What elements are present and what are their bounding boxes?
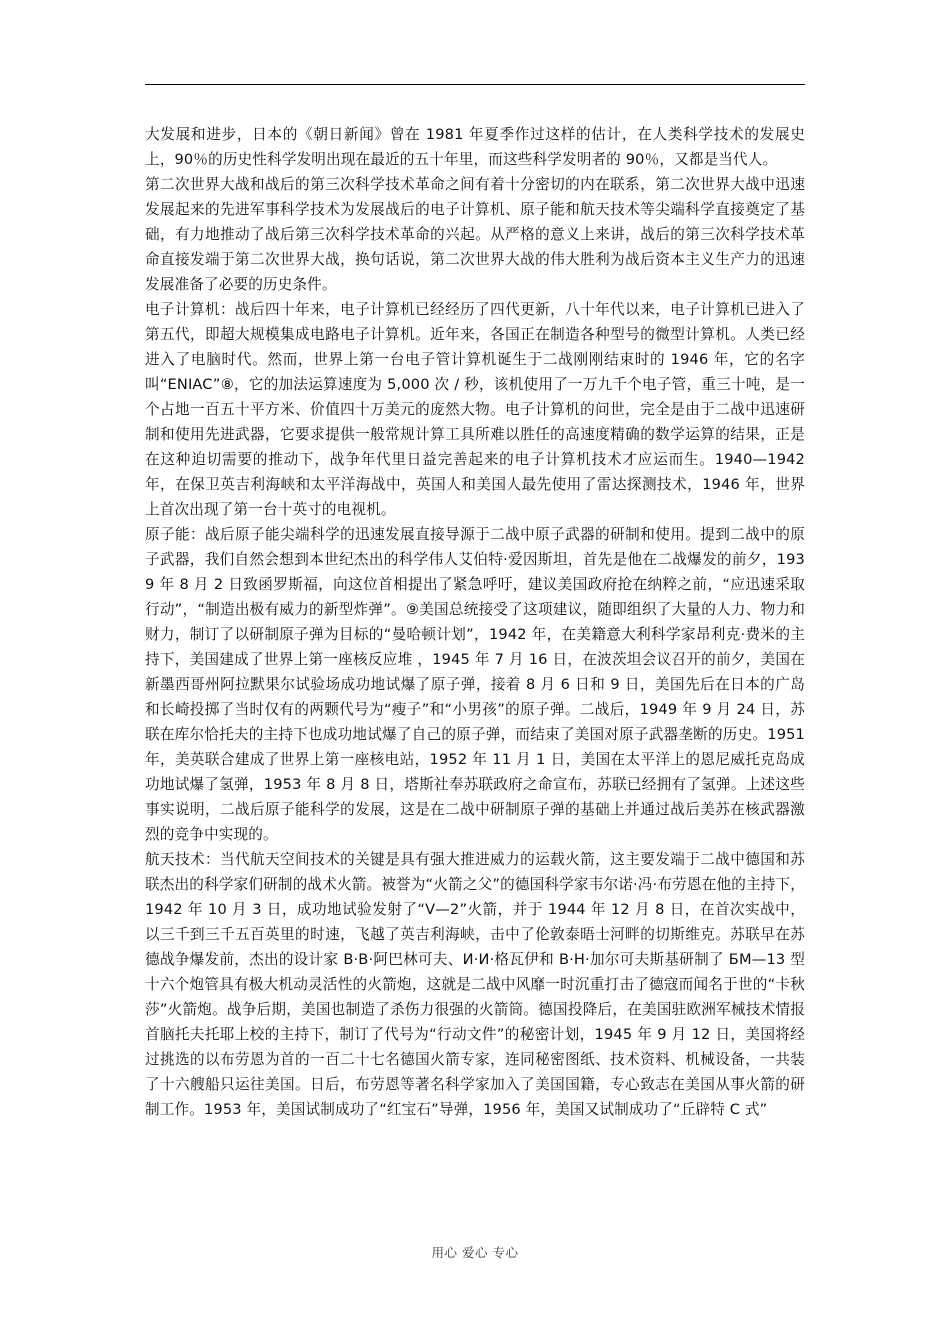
page-footer: 用心 爱心 专心 xyxy=(431,1245,519,1260)
header-rule xyxy=(145,84,805,85)
paragraph-intro-continuation: 大发展和进步，日本的《朝日新闻》曾在 1981 年夏季作过这样的估计，在人类科学技术的发展史上，90％的历史性科学发明出现在最近的五十年里，而这些科学发明者的 90％，又都是当代人。 xyxy=(145,126,805,168)
paragraph-aerospace: 航天技术：当代航天空间技术的关键是具有强大推进威力的运载火箭，这主要发端于二战中德国和苏联杰出的科学家们研制的战术火箭。被誉为“火箭之父”的德国科学家韦尔诺·冯·布劳恩在他的主持下，1942 年 10 月 3 日，成功地试验发射了“V—2”火箭，并于 1944 年 12 月 8 日，在首次实战中，以三千到三千五百英里的时速，飞越了英吉利海峡，击中了伦敦泰晤士河畔的切斯维克。苏联早在苏德战争爆发前，杰出的设计家 B·B·阿巴林可夫、И·И·格瓦伊和 B·H·加尔可夫斯基研制了 БM—13 型十六个炮管具有极大机动灵活性的火箭炮，这就是二战中风靡一时沉重打击了德寇而闻名于世的“卡秋莎”火箭炮。战争后期，美国也制造了杀伤力很强的火箭筒。德国投降后，在美国驻欧洲军械技术情报首脑托夫托耶上校的主持下，制订了代号为“行动文件”的秘密计划，1945 年 9 月 12 日，美国将经过挑选的以布劳恩为首的一百二十七名德国火箭专家，连同秘密图纸、技术资料、机械设备，一共装了十六艘船只运往美国。日后，布劳恩等著名科学家加入了美国国籍，专心致志在美国从事火箭的研制工作。1953 年，美国试制成功了“红宝石”导弹，1956 年，美国又试制成功了“丘辟特 C 式” xyxy=(145,851,805,1118)
document-body xyxy=(145,122,805,1122)
paragraph-wwii-tech-revolution: 第二次世界大战和战后的第三次科学技术革命之间有着十分密切的内在联系，第二次世界大战中迅速发展起来的先进军事科学技术为发展战后的电子计算机、原子能和航天技术等尖端科学直接奠定了基础，有力地推动了战后第三次科学技术革命的兴起。从严格的意义上来讲，战后的第三次科学技术革命直接发端于第二次世界大战，换句话说，第二次世界大战的伟大胜利为战后资本主义生产力的迅速发展准备了必要的历史条件。 xyxy=(145,176,805,293)
paragraph-atomic-energy: 原子能：战后原子能尖端科学的迅速发展直接导源于二战中原子武器的研制和使用。提到二战中的原子武器，我们自然会想到本世纪杰出的科学伟人艾伯特·爱因斯坦，首先是他在二战爆发的前夕，1939 年 8 月 2 日致函罗斯福，向这位首相提出了紧急呼吁，建议美国政府抢在纳粹之前，“应迅速采取行动”，“制造出极有威力的新型炸弹”。⑨美国总统接受了这项建议，随即组织了大量的人力、物力和财力，制订了以研制原子弹为目标的“曼哈顿计划”，1942 年，在美籍意大利科学家昂利克·费米的主持下，美国建成了世界上第一座核反应堆 ，1945 年 7 月 16 日，在波茨坦会议召开的前夕，美国在新墨西哥州阿拉默果尔试验场成功地试爆了原子弹，接着 8 月 6 日和 9 日，美国先后在日本的广岛和长崎投掷了当时仅有的两颗代号为“瘦子”和“小男孩”的原子弹。二战后，1949 年 9 月 24 日，苏联在库尔恰托夫的主持下也成功地试爆了自己的原子弹，而结束了美国对原子武器垄断的历史。1951 年，美英联合建成了世界上第一座核电站，1952 年 11 月 1 日，美国在太平洋上的恩尼威托克岛成功地试爆了氢弹，1953 年 8 月 8 日，塔斯社奉苏联政府之命宣布，苏联已经拥有了氢弹。上述这些事实说明，二战后原子能科学的发展，这是在二战中研制原子弹的基础上并通过战后美苏在核武器激烈的竞争中实现的。 xyxy=(145,526,805,843)
paragraph-computers: 电子计算机：战后四十年来，电子计算机已经经历了四代更新，八十年代以来，电子计算机已进入了第五代，即超大规模集成电路电子计算机。近年来，各国正在制造各种型号的微型计算机。人类已经进入了电脑时代。然而，世界上第一台电子管计算机诞生于二战刚刚结束时的 1946 年，它的名字叫“ENIAC”⑧，它的加法运算速度为 5,000 次 / 秒，该机使用了一万九千个电子管，重三十吨，是一个占地一百五十平方米、价值四十万美元的庞然大物。电子计算机的问世，完全是由于二战中迅速研制和使用先进武器，它要求提供一般常规计算工具所难以胜任的高速度精确的数学运算的结果，正是在这种迫切需要的推动下，战争年代里日益完善起来的电子计算机技术才应运而生。1940—1942 年，在保卫英吉利海峡和太平洋海战中，英国人和美国人最先使用了雷达探测技术，1946 年，世界上首次出现了第一台十英寸的电视机。 xyxy=(145,301,805,518)
